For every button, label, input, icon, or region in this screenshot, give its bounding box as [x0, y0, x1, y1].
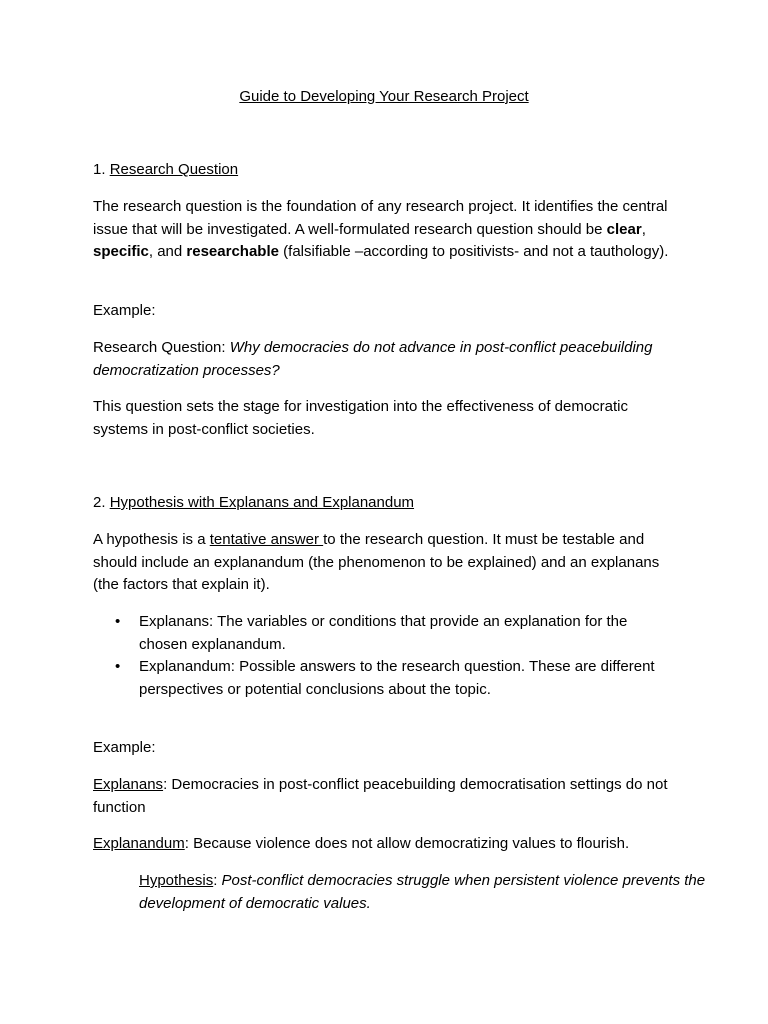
- s1-p1-clear: clear: [606, 220, 642, 238]
- s1-p1-text-b: (falsifiable –according to positivists- and not a tauthology).: [278, 243, 669, 260]
- section-hypothesis: [93, 493, 678, 513]
- document-title: Guide to Developing Your Research Project: [239, 88, 529, 105]
- section-2-explanans: [93, 774, 678, 819]
- s1-p1-and: , and: [148, 243, 187, 260]
- hypothesis-colon: :: [213, 872, 222, 889]
- hypothesis-text: Post-conflict democracies struggle when persistent violence prevents the development of democratic values.: [139, 872, 706, 912]
- section-1-paragraph-3: This question sets the stage for investigation into the effectiveness of democratic systems in post-conflict societies.: [93, 398, 629, 438]
- section-1-paragraph-1: [93, 196, 678, 264]
- s1-p1-specific: specific: [93, 243, 149, 260]
- section-2-title: Hypothesis with Explanans and Explanandum: [109, 494, 415, 511]
- list-item: • Explanans: The variables or conditions that provide an explanation for the chosen explanandum.: [115, 613, 628, 653]
- rq-label: Research Question:: [93, 339, 230, 356]
- explanans-label: Explanans: [93, 776, 164, 793]
- hypothesis-label: Hypothesis: [139, 872, 214, 889]
- section-2-hypothesis: [93, 870, 724, 915]
- section-2-heading: [93, 493, 678, 513]
- section-2-explanandum: [93, 833, 678, 856]
- s2-p1-text-b: to the research question. It must be testable and should include an explanandum (the phenomenon to be explained) and an explanans (the factors that explain it).: [93, 531, 660, 593]
- s1-p1-text-a: The research question is the foundation of any research project. It identifies the central issue that will be investigated. A well-formulated research question should be: [93, 198, 668, 238]
- bullet-icon: •: [115, 613, 121, 630]
- list-item: • Explanandum: Possible answers to the research question. These are different perspectives or potential conclusions about the topic.: [115, 658, 655, 698]
- section-1-number: 1.: [93, 161, 106, 178]
- section-1-research-question-example: [93, 337, 678, 382]
- section-2-bullet-list: [93, 611, 678, 701]
- rq-text: Why democracies do not advance in post-conflict peacebuilding democratization processes?: [93, 339, 653, 379]
- s1-p1-comma: ,: [641, 220, 646, 238]
- section-2-example-label: Example:: [93, 739, 156, 756]
- bullet-icon: •: [115, 658, 121, 675]
- explanandum-text: : Because violence does not allow democratizing values to flourish.: [184, 835, 630, 852]
- section-1-example-label: Example:: [93, 302, 156, 319]
- s2-p1-text-a: A hypothesis is a: [93, 531, 210, 548]
- s1-p1-researchable: researchable: [186, 243, 279, 260]
- bullet-list: [93, 611, 678, 701]
- section-2-number: 2.: [93, 494, 106, 511]
- section-2-paragraph-1: [93, 529, 678, 597]
- section-1-title: Research Question: [109, 161, 239, 178]
- section-research-question: [93, 160, 678, 180]
- explanandum-label: Explanandum: [93, 835, 185, 852]
- section-1-heading: [93, 160, 678, 180]
- explanans-text: : Democracies in post-conflict peacebuilding democratisation settings do not function: [93, 776, 668, 816]
- s2-p1-tentative: tentative answer: [209, 531, 324, 548]
